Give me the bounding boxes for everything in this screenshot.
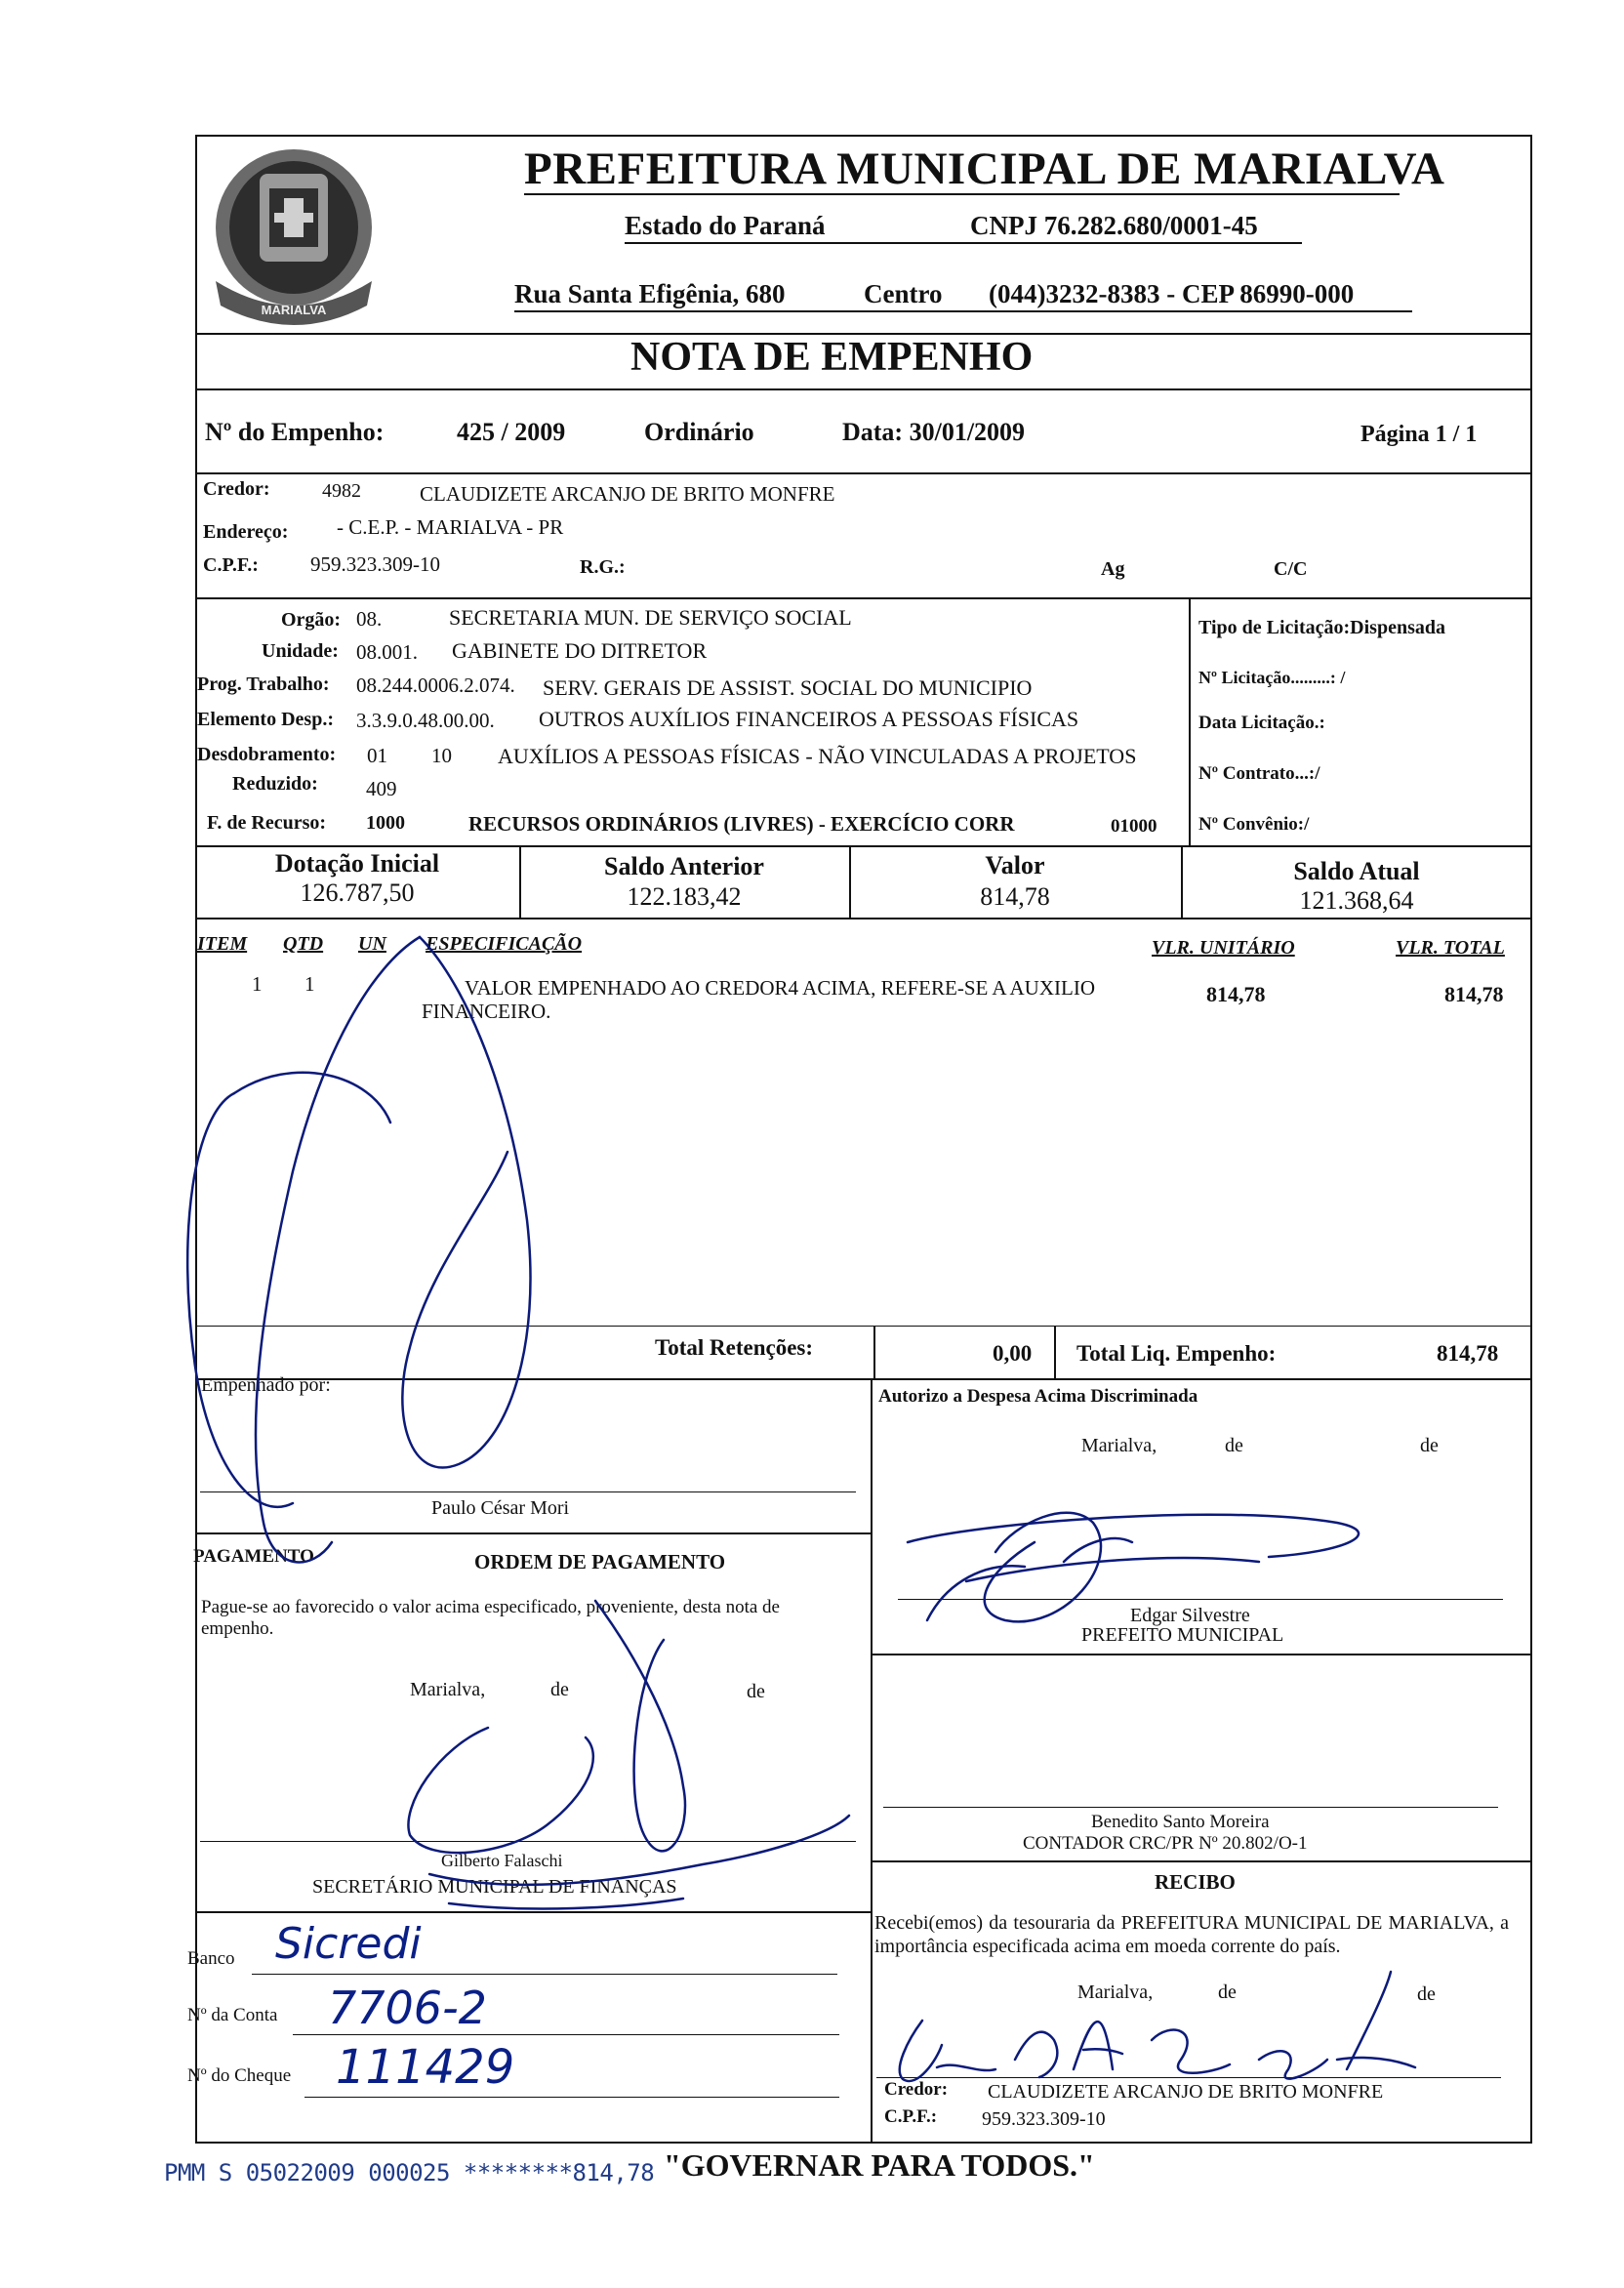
recibo-cpf-label: C.P.F.: <box>884 2106 938 2127</box>
header-state-underline <box>625 242 1302 244</box>
municipal-seal <box>201 135 386 335</box>
recibo-credor-name: CLAUDIZETE ARCANJO DE BRITO MONFRE <box>988 2081 1384 2103</box>
recibo-signature-line <box>876 2077 1501 2078</box>
dotacao-value: 126.787,50 <box>300 878 415 907</box>
recibo-cpf-value: 959.323.309-10 <box>982 2108 1106 2130</box>
autorizo-de2: de <box>1420 1435 1439 1456</box>
cheque-label: Nº do Cheque <box>187 2065 292 2086</box>
footer-slogan: "GOVERNAR PARA TODOS." <box>664 2147 1095 2183</box>
empenhado-signature-line <box>200 1491 856 1492</box>
atual-value: 121.368,64 <box>1299 886 1414 915</box>
autorizo-role: PREFEITO MUNICIPAL <box>1081 1624 1284 1646</box>
cheque-line <box>304 2097 839 2098</box>
empenho-number: 425 / 2009 <box>457 418 566 446</box>
orgao-label: Orgão: <box>281 609 342 631</box>
retencoes-value: 0,00 <box>993 1341 1033 1366</box>
header-district: Centro <box>864 279 943 308</box>
elemento-label: Elemento Desp.: <box>197 709 334 730</box>
col-item: ITEM <box>197 933 248 955</box>
recurso-label: F. de Recurso: <box>207 812 327 834</box>
recibo-place: Marialva, <box>1077 1982 1154 2003</box>
orgao-name: SECRETARIA MUN. DE SERVIÇO SOCIAL <box>449 605 852 630</box>
ag-label: Ag <box>1101 558 1125 580</box>
recurso-name: RECURSOS ORDINÁRIOS (LIVRES) - EXERCÍCIO CORR <box>468 812 1015 836</box>
pagamento-title: ORDEM DE PAGAMENTO <box>474 1550 726 1573</box>
row-item: 1 <box>252 972 263 996</box>
divider-totals <box>195 1378 1532 1380</box>
divider-signatures-vertical <box>871 1378 873 2144</box>
address-value: - C.E.P. - MARIALVA - PR <box>337 515 564 539</box>
divider-banco <box>195 1911 871 1913</box>
col-vlr-unitario: VLR. UNITÁRIO <box>1152 937 1295 959</box>
valor-value: 814,78 <box>980 882 1050 911</box>
licitacao-numero: Nº Licitação.........: / <box>1198 668 1346 687</box>
header-title: PREFEITURA MUNICIPAL DE MARIALVA <box>524 143 1445 194</box>
empenho-date: Data: 30/01/2009 <box>842 418 1026 446</box>
recibo-title: RECIBO <box>1155 1870 1236 1894</box>
unidade-name: GABINETE DO DITRETOR <box>452 638 708 663</box>
address-label: Endereço: <box>203 521 289 543</box>
atual-label: Saldo Atual <box>1293 857 1420 885</box>
recurso-code2: 01000 <box>1111 816 1157 837</box>
document-title: NOTA DE EMPENHO <box>630 335 1034 380</box>
valor-label: Valor <box>985 851 1045 879</box>
reduzido-code: 409 <box>366 777 397 800</box>
liquido-value: 814,78 <box>1437 1341 1499 1366</box>
divider-title <box>195 388 1532 390</box>
dotacao-label: Dotação Inicial <box>274 849 440 878</box>
empenho-type: Ordinário <box>644 418 754 446</box>
conta-value: 7706-2 <box>328 1982 487 2034</box>
desdobramento-label: Desdobramento: <box>197 744 337 765</box>
prog-label: Prog. Trabalho: <box>197 674 330 695</box>
rg-label: R.G.: <box>580 556 626 578</box>
anterior-value: 122.183,42 <box>627 882 742 911</box>
col-vlr-total: VLR. TOTAL <box>1396 937 1505 959</box>
anterior-label: Saldo Anterior <box>604 852 764 880</box>
cc-label: C/C <box>1274 558 1308 580</box>
prog-code: 08.244.0006.2.074. <box>356 674 515 697</box>
prog-name: SERV. GERAIS DE ASSIST. SOCIAL DO MUNICIPIO <box>543 675 1033 700</box>
seal-text: MARIALVA <box>261 303 327 317</box>
licitacao-data: Data Licitação.: <box>1198 713 1325 733</box>
header-address-underline <box>514 310 1412 312</box>
contador-name: Benedito Santo Moreira <box>1091 1812 1270 1832</box>
pagamento-label: PAGAMENTO <box>193 1546 314 1567</box>
retencoes-label: Total Retenções: <box>655 1335 814 1360</box>
footer-stamp: PMM S 05022009 000025 ********814,78 <box>164 2159 655 2186</box>
recibo-de2: de <box>1417 1983 1436 2005</box>
empenho-page: Página 1 / 1 <box>1360 422 1478 447</box>
recurso-code: 1000 <box>366 812 405 834</box>
divider-saldos <box>195 918 1532 919</box>
conta-line <box>293 2034 839 2035</box>
autorizo-place: Marialva, <box>1081 1435 1157 1456</box>
credor-label: Credor: <box>203 478 270 500</box>
header-phone-cep: (044)3232-8383 - CEP 86990-000 <box>989 279 1355 308</box>
desdobramento-name: AUXÍLIOS A PESSOAS FÍSICAS - NÃO VINCULADAS A PROJETOS <box>498 744 1137 768</box>
elemento-code: 3.3.9.0.48.00.00. <box>356 709 495 732</box>
liquido-label: Total Liq. Empenho: <box>1076 1341 1277 1366</box>
unidade-label: Unidade: <box>262 640 339 662</box>
divider-items <box>195 1326 1532 1327</box>
licitacao-contrato: Nº Contrato...:/ <box>1198 763 1320 784</box>
divider-empenho <box>195 472 1532 474</box>
elemento-name: OUTROS AUXÍLIOS FINANCEIROS A PESSOAS FÍSICAS <box>539 707 1079 731</box>
pagamento-signature-line <box>200 1841 856 1842</box>
pagamento-place: Marialva, <box>410 1679 486 1700</box>
divider-classification <box>195 845 1532 847</box>
header-cnpj: CNPJ 76.282.680/0001-45 <box>970 211 1258 240</box>
empenhado-name: Paulo César Mori <box>431 1497 570 1519</box>
recibo-text: Recebi(emos) da tesouraria da PREFEITURA MUNICIPAL DE MARIALVA, a importância especificada acima em moeda corrente do país. <box>874 1912 1509 1957</box>
cheque-value: 111429 <box>336 2040 515 2095</box>
banco-label: Banco <box>187 1948 235 1969</box>
row-desc-line2: FINANCEIRO. <box>422 1000 551 1023</box>
orgao-code: 08. <box>356 607 383 631</box>
pagamento-name: Gilberto Falaschi <box>441 1851 563 1870</box>
row-vlr-unitario: 814,78 <box>1206 982 1266 1006</box>
col-qtd: QTD <box>283 933 324 955</box>
banco-value: Sicredi <box>275 1919 422 1969</box>
divider-licitacao-vertical <box>1189 597 1191 847</box>
empenho-label: Nº do Empenho: <box>205 418 385 446</box>
autorizo-label: Autorizo a Despesa Acima Discriminada <box>878 1386 1198 1407</box>
empenhado-label: Empenhado por: <box>201 1374 331 1396</box>
col-especificacao: ESPECIFICAÇÃO <box>426 933 583 955</box>
cpf-label: C.P.F.: <box>203 554 259 576</box>
autorizo-name: Edgar Silvestre <box>1130 1605 1250 1626</box>
divider-contador <box>871 1860 1532 1862</box>
recibo-de1: de <box>1218 1982 1237 2003</box>
banco-line <box>252 1974 837 1975</box>
contador-signature-line <box>883 1807 1498 1808</box>
reduzido-label: Reduzido: <box>232 773 318 795</box>
licitacao-tipo: Tipo de Licitação:Dispensada <box>1198 617 1445 638</box>
row-desc-line1: VALOR EMPENHADO AO CREDOR4 ACIMA, REFERE-SE A AUXILIO <box>465 976 1095 1000</box>
credor-name: CLAUDIZETE ARCANJO DE BRITO MONFRE <box>420 482 835 506</box>
divider-pagamento-top <box>195 1532 871 1534</box>
pagamento-de2: de <box>747 1681 765 1702</box>
header-street: Rua Santa Efigênia, 680 <box>514 279 786 308</box>
divider-totals-2 <box>1054 1326 1056 1380</box>
row-qtd: 1 <box>304 972 315 996</box>
row-vlr-total: 814,78 <box>1444 982 1504 1006</box>
credor-code: 4982 <box>322 480 361 502</box>
autorizo-de1: de <box>1225 1435 1243 1456</box>
divider-credor <box>195 597 1532 599</box>
desdobramento-code1: 01 <box>367 744 387 767</box>
pagamento-role: SECRETÁRIO MUNICIPAL DE FINANÇAS <box>312 1876 677 1898</box>
header-state: Estado do Paraná <box>625 211 826 240</box>
divider-totals-1 <box>873 1326 875 1380</box>
cpf-value: 959.323.309-10 <box>310 552 440 576</box>
contador-role: CONTADOR CRC/PR Nº 20.802/O-1 <box>1023 1833 1308 1854</box>
recibo-credor-label: Credor: <box>884 2079 949 2100</box>
desdobramento-code2: 10 <box>431 744 452 767</box>
header-title-underline <box>524 193 1400 195</box>
unidade-code: 08.001. <box>356 640 418 664</box>
divider-autorizo <box>871 1654 1532 1655</box>
autorizo-signature-line <box>898 1599 1503 1600</box>
col-un: UN <box>358 933 386 955</box>
pagamento-de1: de <box>550 1679 569 1700</box>
conta-label: Nº da Conta <box>187 2005 278 2025</box>
licitacao-convenio: Nº Convênio:/ <box>1198 814 1310 835</box>
pagamento-text: Pague-se ao favorecido o valor acima especificado, proveniente, desta nota de empenho. <box>201 1597 780 1639</box>
